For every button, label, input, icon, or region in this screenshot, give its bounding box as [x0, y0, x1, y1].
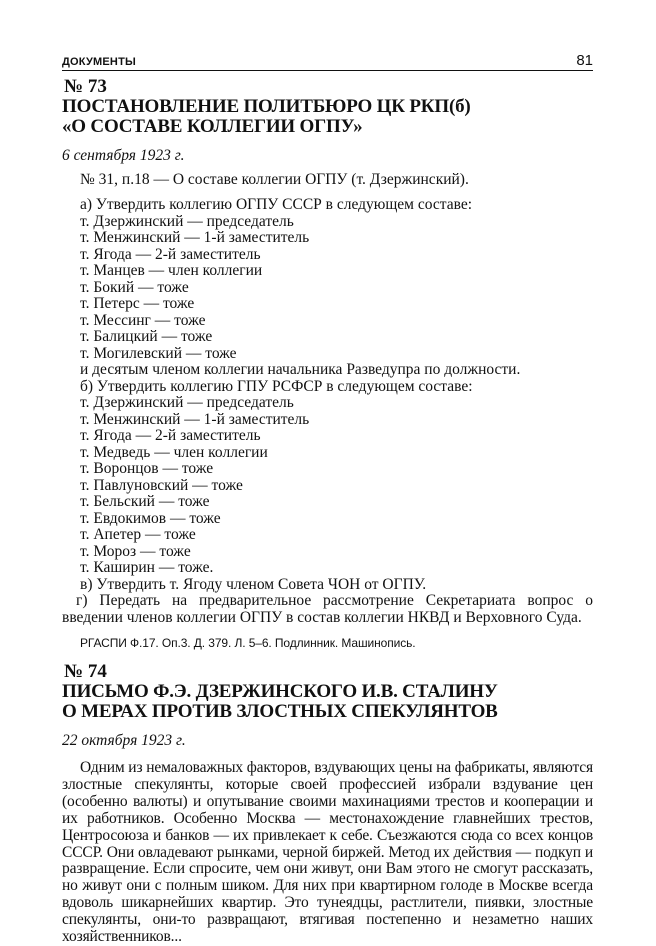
- member-item: т. Апетер — тоже: [80, 526, 196, 543]
- page-number: 81: [576, 52, 593, 69]
- document-title-line1: ПОСТАНОВЛЕНИЕ ПОЛИТБЮРО ЦК РКП(б): [62, 96, 471, 117]
- member-item: т. Евдокимов — тоже: [80, 509, 221, 527]
- member-item: т. Менжинский — 1-й заместитель: [80, 410, 310, 428]
- member-item: т. Ягода — 2-й заместитель: [80, 427, 261, 444]
- member-item: т. Ягода — 2-й заместитель: [80, 245, 261, 263]
- member-item: т. Павлуновский — тоже: [80, 476, 243, 494]
- member-item: т. Манцев — член коллегии: [80, 262, 263, 279]
- section-b-heading: б) Утвердить коллегию ГПУ РСФСР в следующем составе:: [80, 377, 473, 395]
- section-b: [62, 379, 593, 577]
- member-item: т. Бокий — тоже: [80, 278, 189, 296]
- section-g: г) Передать на предварительное рассмотрение Секретариата вопрос о введении членов коллегии ОГПУ в состав коллегии НКВД и Верховного Суда.: [62, 592, 593, 626]
- member-item: т. Мессинг — тоже: [80, 311, 206, 329]
- document-title-line1: ПИСЬМО Ф.Э. ДЗЕРЖИНСКОГО И.В. СТАЛИНУ: [62, 681, 498, 702]
- section-a: [62, 197, 593, 379]
- document-74: [62, 662, 593, 946]
- letter-paragraph: Одним из немаловажных факторов, вздувающих цены на фабрикаты, являются злостные спекулянты, которые своей профессией избрали вздувание цен (особенно валюты) и опутывание своими махинациями трестов и кооперации и их работников. Особенно Москва — местонахождение главнейших трестов, Центросоюза и банков — их привлекает к себе. Съезжаются сюда со всех концов СССР. Они овладевают рынками, черной биржей. Метод их действия — подкуп и развращение. Если спросите, чем они живут, они Вам этого не смогут рассказать, но живут они с полным шиком. Для них при квартирном голоде в Москве всегда вдоволь шикарнейших квартир. Это тунеядцы, растлители, пиявки, злостные спекулянты, они-то развращают, втягивая постепенно и незаметно наших хозяйственников...: [62, 759, 593, 946]
- member-item: т. Могилевский — тоже: [80, 344, 237, 362]
- document-title-line2: О МЕРАХ ПРОТИВ ЗЛОСТНЫХ СПЕКУЛЯНТОВ: [62, 701, 498, 722]
- member-item: т. Медведь — член коллегии: [80, 443, 268, 461]
- section-a-heading: а) Утвердить коллегию ОГПУ СССР в следующем составе:: [80, 196, 473, 213]
- book-page: [62, 50, 593, 946]
- member-item: т. Дзержинский — председатель: [80, 394, 294, 411]
- member-item: т. Мороз — тоже: [80, 542, 191, 560]
- member-item: т. Дзержинский — председатель: [80, 212, 294, 230]
- member-item: т. Бельский — тоже: [80, 493, 210, 510]
- protocol-reference: № 31, п.18 — О составе коллегии ОГПУ (т. Дзержинский).: [80, 171, 469, 188]
- member-item: т. Балицкий — тоже: [80, 328, 213, 345]
- document-title-line2: «О СОСТАВЕ КОЛЛЕГИИ ОГПУ»: [62, 116, 363, 137]
- member-item: т. Каширин — тоже.: [80, 559, 214, 576]
- document-date: 6 сентября 1923 г.: [62, 147, 185, 164]
- section-v: в) Утвердить т. Ягоду членом Совета ЧОН от ОГПУ.: [80, 575, 427, 593]
- archive-source: РГАСПИ Ф.17. Оп.3. Д. 379. Л. 5–6. Подлинник. Машинопись.: [80, 636, 416, 650]
- running-head: [62, 50, 593, 71]
- running-head-section: ДОКУМЕНТЫ: [62, 56, 136, 68]
- document-73: [62, 77, 593, 650]
- document-number: № 74: [64, 661, 107, 682]
- section-a-closing: и десятым членом коллегии начальника Разведупра по должности.: [80, 361, 521, 378]
- document-date: 22 октября 1923 г.: [62, 732, 186, 749]
- member-item: т. Воронцов — тоже: [80, 460, 214, 477]
- member-item: т. Петерс — тоже: [80, 295, 195, 312]
- document-number: № 73: [64, 76, 107, 97]
- member-item: т. Менжинский — 1-й заместитель: [80, 229, 310, 246]
